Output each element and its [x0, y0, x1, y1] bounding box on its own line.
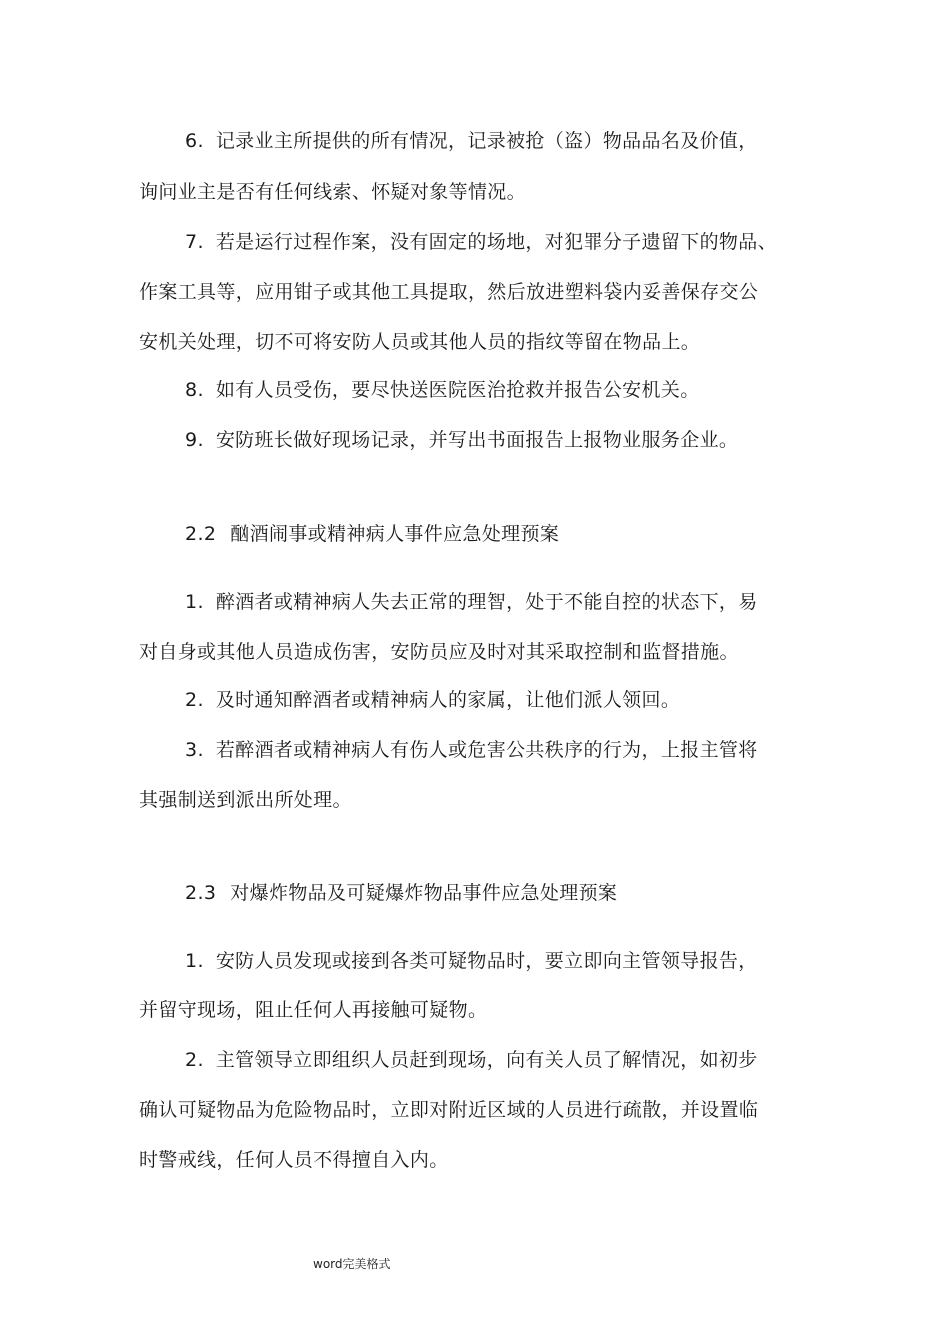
section-heading-2-2: [185, 521, 559, 547]
section-2-3-item-2-line-3: 时警戒线，任何人员不得擅自入内。: [139, 1149, 449, 1171]
item-text: 若是运行过程作案，没有固定的场地，对犯罪分子遗留下的物品、: [215, 231, 777, 253]
item-text: 安防班长做好现场记录，并写出书面报告上报物业服务企业。: [215, 429, 739, 451]
item-number: 2.: [185, 689, 204, 711]
item-text: 及时通知醉酒者或精神病人的家属，让他们派人领回。: [215, 689, 681, 711]
section-number: 2.3: [185, 882, 217, 904]
item-text: 记录业主所提供的所有情况，记录被抢（盗）物品品名及价值，: [215, 130, 758, 152]
section-2-2-item-1-line-1: [185, 589, 758, 615]
section-number: 2.2: [185, 523, 217, 545]
item-text: 主管领导立即组织人员赶到现场，向有关人员了解情况，如初步: [215, 1049, 758, 1071]
item-number: 7.: [185, 231, 204, 253]
section-heading-2-3: [185, 880, 617, 906]
section-2-2-item-3-line-1: [185, 737, 758, 763]
item-text: 如有人员受伤，要尽快送医院医治抢救并报告公安机关。: [215, 379, 700, 401]
list-item-7-line-3: 安机关处理，切不可将安防人员或其他人员的指纹等留在物品上。: [139, 331, 701, 353]
item-number: 1.: [185, 591, 204, 613]
item-number: 2.: [185, 1049, 204, 1071]
section-2-3-item-1-line-1: [185, 948, 758, 974]
item-number: 3.: [185, 739, 204, 761]
item-text: 安防人员发现或接到各类可疑物品时，要立即向主管领导报告，: [215, 950, 758, 972]
list-item-9: [185, 427, 738, 453]
section-2-3-item-2-line-1: [185, 1047, 758, 1073]
list-item-6-line-1: [185, 128, 758, 154]
section-2-3-item-1-line-2: 并留守现场，阻止任何人再接触可疑物。: [139, 999, 488, 1021]
section-title: 对爆炸物品及可疑爆炸物品事件应急处理预案: [230, 882, 618, 904]
section-title: 酗酒闹事或精神病人事件应急处理预案: [230, 523, 560, 545]
list-item-8: [185, 377, 700, 403]
item-text: 若醉酒者或精神病人有伤人或危害公共秩序的行为，上报主管将: [215, 739, 758, 761]
item-number: 9.: [185, 429, 204, 451]
section-2-2-item-1-line-2: 对自身或其他人员造成伤害，安防员应及时对其采取控制和监督措施。: [139, 641, 739, 663]
page-footer: word完美格式: [313, 1257, 391, 1271]
item-text: 醉酒者或精神病人失去正常的理智，处于不能自控的状态下，易: [215, 591, 758, 613]
list-item-6-line-2: 询问业主是否有任何线索、怀疑对象等情况。: [139, 181, 527, 203]
section-2-3-item-2-line-2: 确认可疑物品为危险物品时，立即对附近区域的人员进行疏散，并设置临: [139, 1099, 759, 1121]
list-item-7-line-1: [185, 229, 777, 255]
section-2-2-item-3-line-2: 其强制送到派出所处理。: [139, 789, 352, 811]
item-number: 8.: [185, 379, 204, 401]
list-item-7-line-2: 作案工具等，应用钳子或其他工具提取，然后放进塑料袋内妥善保存交公: [139, 281, 759, 303]
item-number: 1.: [185, 950, 204, 972]
item-number: 6.: [185, 130, 204, 152]
section-2-2-item-2: [185, 687, 680, 713]
